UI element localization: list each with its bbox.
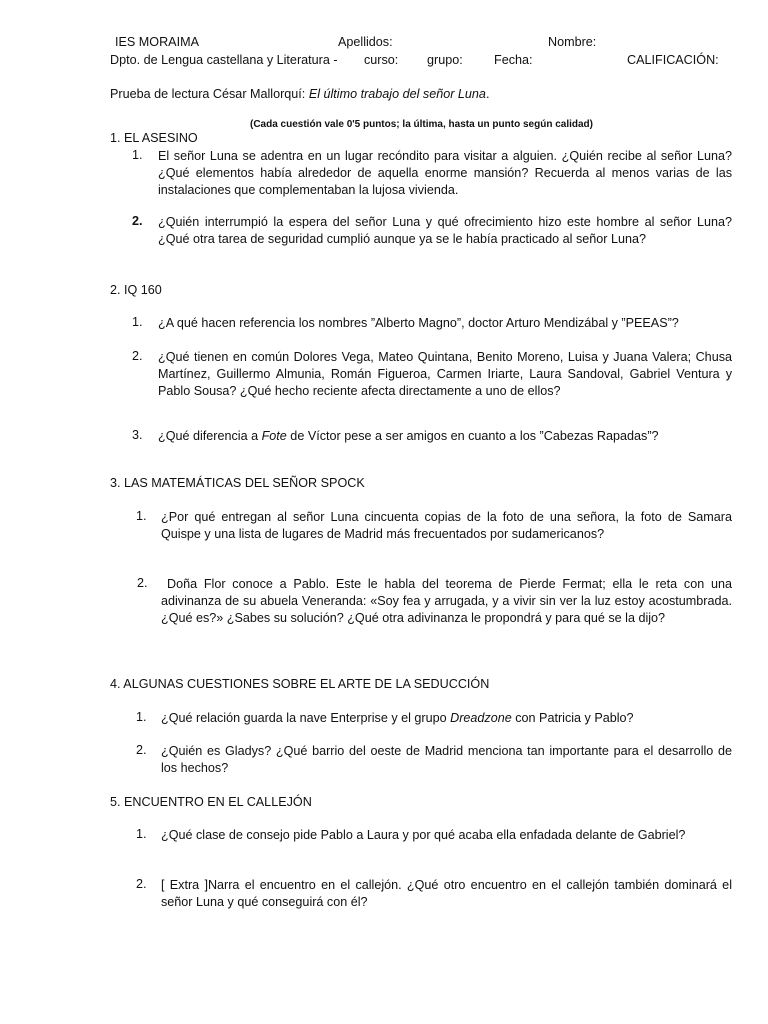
question-text: El señor Luna se adentra en un lugar recóndito para visitar a alguien. ¿Quién recibe al señor Luna? ¿Qué elementos había alrededor de aquella enorme mansión? Recuerda al menos varias de las instalaciones que complementaban la lujosa vivienda. [158, 149, 732, 197]
question-number: 2. [132, 214, 143, 228]
section-title: 5. ENCUENTRO EN EL CALLEJÓN [110, 795, 312, 809]
curso-label: curso: [364, 53, 399, 67]
question-text: ¿A qué hacen referencia los nombres ”Alberto Magno”, doctor Arturo Mendizábal y ”PEEAS”? [158, 316, 679, 330]
question-number: 2. [137, 576, 148, 590]
grupo-label: grupo: [427, 53, 463, 67]
question-number: 2. [136, 743, 147, 757]
test-title [110, 87, 489, 101]
section-title: 4. ALGUNAS CUESTIONES SOBRE EL ARTE DE LA SEDUCCIÓN [110, 677, 490, 691]
department: Dpto. de Lengua castellana y Literatura - [110, 53, 338, 67]
question-text-post: de Víctor pese a ser amigos en cuanto a los ”Cabezas Rapadas”? [286, 429, 659, 443]
question-number: 1. [136, 710, 147, 724]
question-text: ¿Por qué entregan al señor Luna cincuenta copias de la foto de una señora, la foto de Samara Quispe y una lista de lugares de Madrid más frecuentados por sudamericanos? [161, 510, 732, 541]
book-title: El último trabajo del señor Luna [308, 87, 486, 101]
question-number: 2. [136, 877, 147, 891]
section-title: 2. IQ 160 [110, 283, 162, 297]
nombre-label: Nombre: [548, 35, 597, 49]
fecha-label: Fecha: [494, 53, 533, 67]
question-text-pre: ¿Qué relación guarda la nave Enterprise y el grupo [161, 711, 451, 725]
question-text-em: Dreadzone [450, 711, 512, 725]
section-title: 1. EL ASESINO [110, 131, 198, 145]
section-title: 3. LAS MATEMÁTICAS DEL SEÑOR SPOCK [110, 476, 365, 490]
scoring-note: (Cada cuestión vale 0'5 puntos; la última, hasta un punto según calidad) [250, 119, 593, 130]
question-text [161, 710, 732, 727]
title-prefix: Prueba de lectura César Mallorquí: [110, 87, 309, 101]
question-number: 1. [132, 148, 143, 162]
question-number: 2. [132, 349, 143, 363]
question-text: Doña Flor conoce a Pablo. Este le habla del teorema de Pierde Fermat; ella le reta con una adivinanza de su abuela Veneranda: «Soy fea y arrugada, y a vivir sin ver la luz estoy acostumbrada. ¿Qué es?» ¿Sabes su solución? ¿Qué otra adivinanza le propondrá y para qué se la dijo? [161, 577, 732, 625]
title-suffix: . [485, 87, 490, 101]
question-text-em: Fote [261, 429, 287, 443]
question-number: 1. [136, 509, 147, 523]
question-number: 3. [132, 428, 143, 442]
question-text-pre: ¿Qué diferencia a [158, 429, 262, 443]
question-text [158, 428, 732, 445]
question-text: ¿Qué tienen en común Dolores Vega, Mateo Quintana, Benito Moreno, Luisa y Juana Valera; Chusa Martínez, Guillermo Almunia, Román Figueroa, Carmen Iriarte, Laura Sandoval, Gabriel Ventura y Pablo Sousa? ¿Qué hecho reciente afecta directamente a uno de ellos? [158, 350, 732, 398]
calificacion-label: CALIFICACIÓN: [627, 53, 719, 67]
question-text: [ Extra ]Narra el encuentro en el callejón. ¿Qué otro encuentro en el callejón también dominará el señor Luna y qué conseguirá con él? [161, 878, 732, 909]
question-text: ¿Qué clase de consejo pide Pablo a Laura y por qué acaba ella enfadada delante de Gabriel? [161, 828, 686, 842]
question-text-post: con Patricia y Pablo? [511, 711, 634, 725]
school-name: IES MORAIMA [115, 35, 199, 49]
apellidos-label: Apellidos: [338, 35, 393, 49]
question-text: ¿Quién es Gladys? ¿Qué barrio del oeste de Madrid menciona tan importante para el desarrollo de los hechos? [161, 744, 732, 775]
question-number: 1. [136, 827, 147, 841]
question-text: ¿Quién interrumpió la espera del señor Luna y qué ofrecimiento hizo este hombre al señor Luna? ¿Qué otra tarea de seguridad cumplió aunque ya se le había practicado al señor Luna? [158, 215, 732, 246]
question-number: 1. [132, 315, 143, 329]
